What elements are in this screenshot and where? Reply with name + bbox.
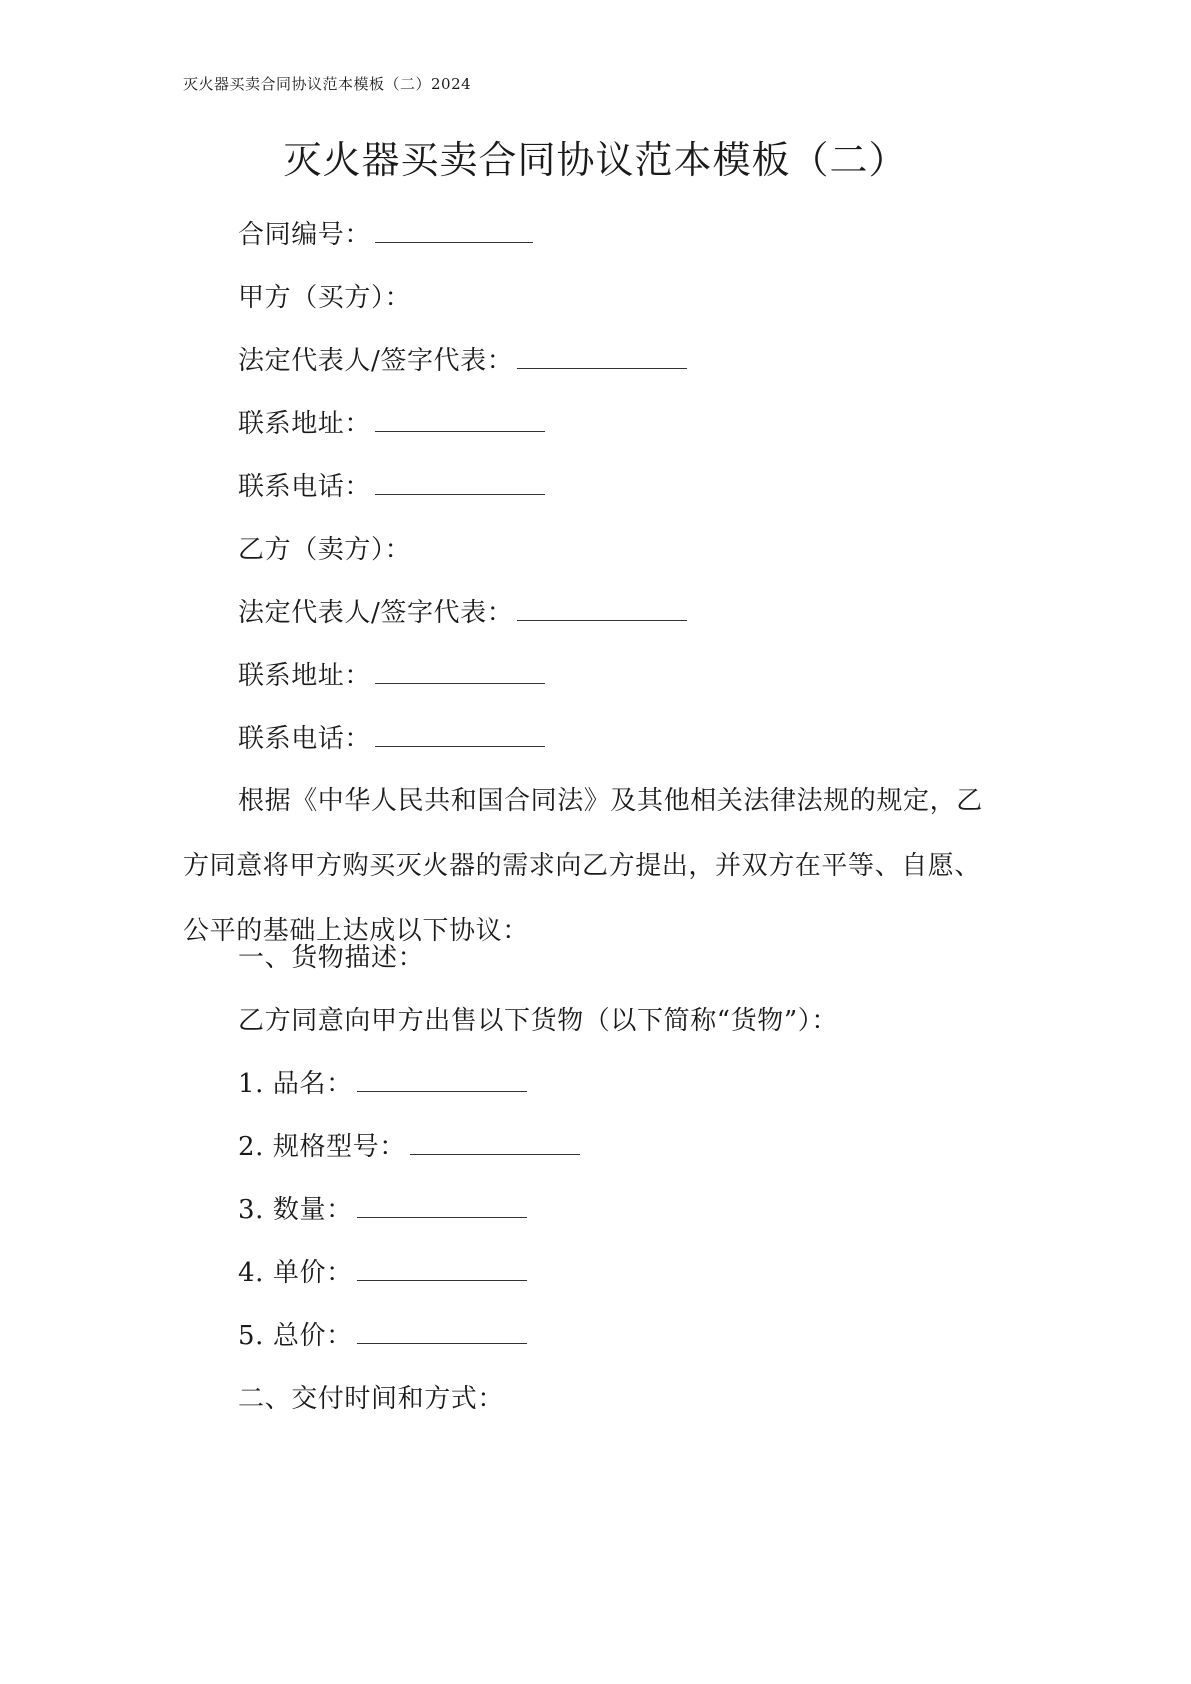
party-a-address-line <box>238 407 545 441</box>
contract-number-label: 合同编号： <box>238 220 372 250</box>
item-quantity-field[interactable] <box>357 1195 527 1218</box>
item-unit-price-label: 4. 单价： <box>238 1258 353 1288</box>
contract-number-field[interactable] <box>375 220 533 243</box>
item-quantity-label: 3. 数量： <box>238 1195 353 1225</box>
item-name-label: 1. 品名： <box>238 1069 353 1099</box>
party-b-phone-field[interactable] <box>375 724 545 747</box>
preamble-paragraph: 根据《中华人民共和国合同法》及其他相关法律法规的规定，乙方同意将甲方购买灭火器的需求向乙方提出，并双方在平等、自愿、公平的基础上达成以下协议： <box>183 786 983 946</box>
item-unit-price-line <box>238 1256 527 1290</box>
section-2-heading: 二、交付时间和方式： <box>238 1384 505 1414</box>
party-a-label: 甲方（买方）： <box>238 283 412 313</box>
contract-number-line <box>238 218 533 252</box>
party-b-address-label: 联系地址： <box>238 661 372 691</box>
party-b-label: 乙方（卖方）： <box>238 535 412 565</box>
party-a-address-label: 联系地址： <box>238 409 372 439</box>
party-a-rep-label: 法定代表人/签字代表： <box>238 346 514 376</box>
item-spec-label: 2. 规格型号： <box>238 1132 406 1162</box>
item-name-line <box>238 1067 527 1101</box>
section-1-heading: 一、货物描述： <box>238 943 425 973</box>
item-spec-field[interactable] <box>410 1132 580 1155</box>
item-name-field[interactable] <box>357 1069 527 1092</box>
party-a-phone-field[interactable] <box>375 472 545 495</box>
party-b-rep-label: 法定代表人/签字代表： <box>238 598 514 628</box>
item-spec-line <box>238 1130 580 1164</box>
section-1-intro: 乙方同意向甲方出售以下货物（以下简称“货物”）： <box>238 1006 838 1036</box>
party-b-address-field[interactable] <box>375 661 545 684</box>
party-a-phone-line <box>238 470 545 504</box>
party-b-line <box>238 533 411 567</box>
page-title: 灭火器买卖合同协议范本模板（二） <box>283 138 908 182</box>
running-header: 灭火器买卖合同协议范本模板（二）2024 <box>183 75 472 93</box>
party-b-rep-line <box>238 596 687 630</box>
item-total-price-label: 5. 总价： <box>238 1321 353 1351</box>
party-b-phone-label: 联系电话： <box>238 724 372 754</box>
item-total-price-line <box>238 1319 527 1353</box>
party-a-rep-field[interactable] <box>517 346 687 369</box>
item-total-price-field[interactable] <box>357 1321 527 1344</box>
item-quantity-line <box>238 1193 527 1227</box>
party-a-address-field[interactable] <box>375 409 545 432</box>
party-b-phone-line <box>238 722 545 756</box>
party-a-line <box>238 281 411 315</box>
party-a-phone-label: 联系电话： <box>238 472 372 502</box>
party-a-rep-line <box>238 344 687 378</box>
party-b-address-line <box>238 659 545 693</box>
party-b-rep-field[interactable] <box>517 598 687 621</box>
item-unit-price-field[interactable] <box>357 1258 527 1281</box>
